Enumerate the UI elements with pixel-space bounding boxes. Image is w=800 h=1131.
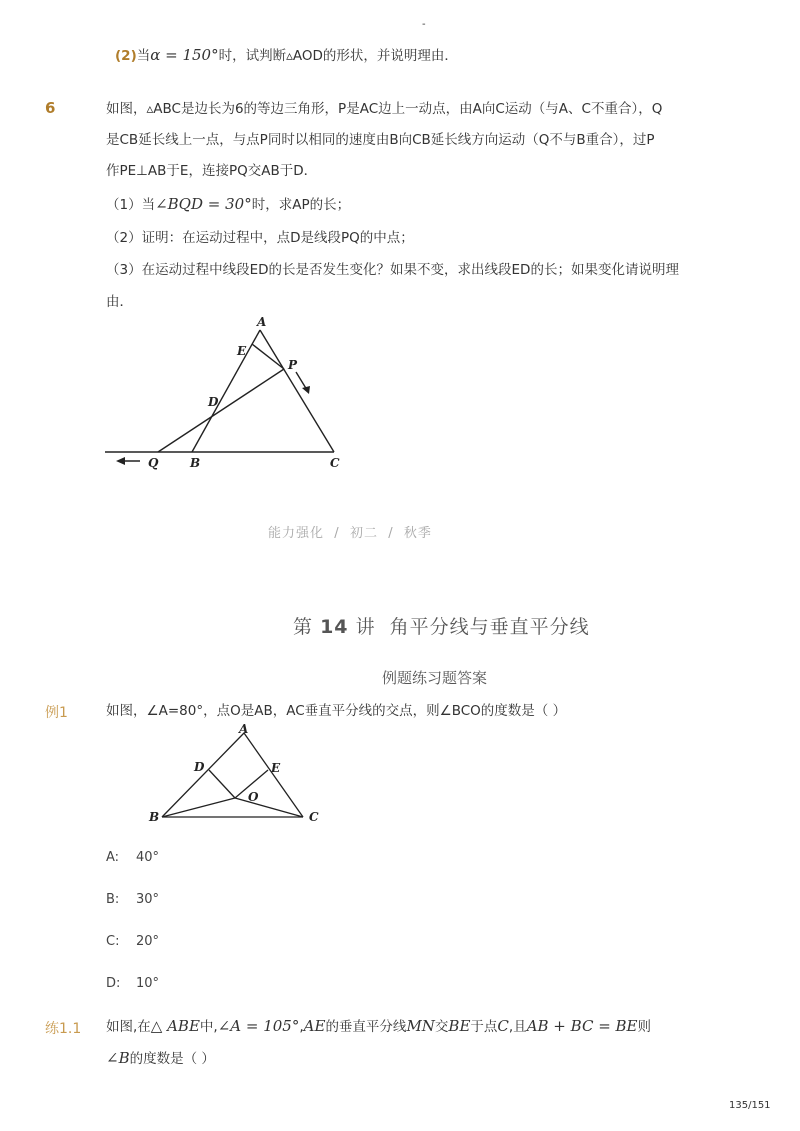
segment-pe <box>252 344 284 369</box>
segment-bo <box>162 798 235 817</box>
segment-ac <box>244 733 303 817</box>
q6-line-2: 是CB延长线上一点，与点P同时以相同的速度由B向CB延长线方向运动（Q不与B重合），过P <box>106 132 655 148</box>
practice-question-line1: 如图,在△ ABE中,∠A = 105°,AE的垂直平分线MN交BE于点C,且AB + BC = BE则 <box>106 1017 652 1035</box>
practice-question-line2: ∠B的度数是（ ） <box>106 1049 215 1067</box>
example-question: 如图，∠A=80°，点O是AB，AC垂直平分线的交点，则∠BCO的度数是（ ） <box>106 703 567 719</box>
page-footer: 能力强化 / 初二 / 秋季 <box>268 526 432 541</box>
option-c[interactable]: C: 20° <box>106 934 160 949</box>
arrow-q-head <box>116 457 125 465</box>
prev-question-part2: (2)当α = 150°时，试判断▵AOD的形状，并说明理由． <box>115 46 458 64</box>
segment-ab <box>162 733 244 817</box>
q6-line-1: 如图，▵ABC是边长为6的等边三角形，P是AC边上一动点，由A向C运动（与A、C不重合），Q <box>106 101 663 117</box>
section-subtitle: 例题练习题答案 <box>382 669 488 687</box>
q6-sub3-line1: （3）在运动过程中线段ED的长是否发生变化？如果不变，求出线段ED的长；如果变化请说明理 <box>106 262 679 278</box>
segment-ac <box>260 330 334 452</box>
label-b: B <box>190 456 201 470</box>
practice-label: 练1.1 <box>45 1021 82 1037</box>
q6-line-3: 作PE⊥AB于E，连接PQ交AB于D． <box>106 163 318 179</box>
segment-oc <box>235 798 303 817</box>
label-b: B <box>149 810 160 824</box>
label-o: O <box>248 790 259 804</box>
example-label: 例1 <box>45 705 68 721</box>
page-number: 135/151 <box>729 1100 771 1111</box>
label-e: E <box>271 761 281 775</box>
label-c: C <box>330 456 340 470</box>
math-angle-bqd: ∠BQD = 30° <box>155 195 252 213</box>
q6-sub1: （1）当∠BQD = 30°时，求AP的长； <box>106 195 351 213</box>
label-p: P <box>288 358 298 372</box>
option-b[interactable]: B: 30° <box>106 892 160 907</box>
label-c: C <box>309 810 319 824</box>
label-a: A <box>239 722 249 736</box>
label-q: Q <box>148 456 159 470</box>
option-d[interactable]: D: 10° <box>106 976 160 991</box>
segment-pq <box>158 369 284 452</box>
label-a: A <box>257 315 267 329</box>
arrow-p-head <box>302 386 310 394</box>
triangle-figure-ex1 <box>140 722 330 832</box>
label-e: E <box>237 344 247 358</box>
top-mark: - <box>422 19 426 30</box>
segment-do <box>209 770 235 798</box>
label-d: D <box>208 395 219 409</box>
q6-sub3-line2: 由． <box>106 294 133 310</box>
q6-sub2: （2）证明：在运动过程中，点D是线段PQ的中点； <box>106 230 414 246</box>
label-d: D <box>194 760 205 774</box>
triangle-figure-q6 <box>100 310 360 480</box>
lecture-title: 第 14 讲 角平分线与垂直平分线 <box>293 616 590 638</box>
part-label: (2) <box>115 48 137 64</box>
option-a[interactable]: A: 40° <box>106 850 160 865</box>
question-number: 6 <box>45 99 56 117</box>
math-alpha: α = 150° <box>150 46 219 64</box>
